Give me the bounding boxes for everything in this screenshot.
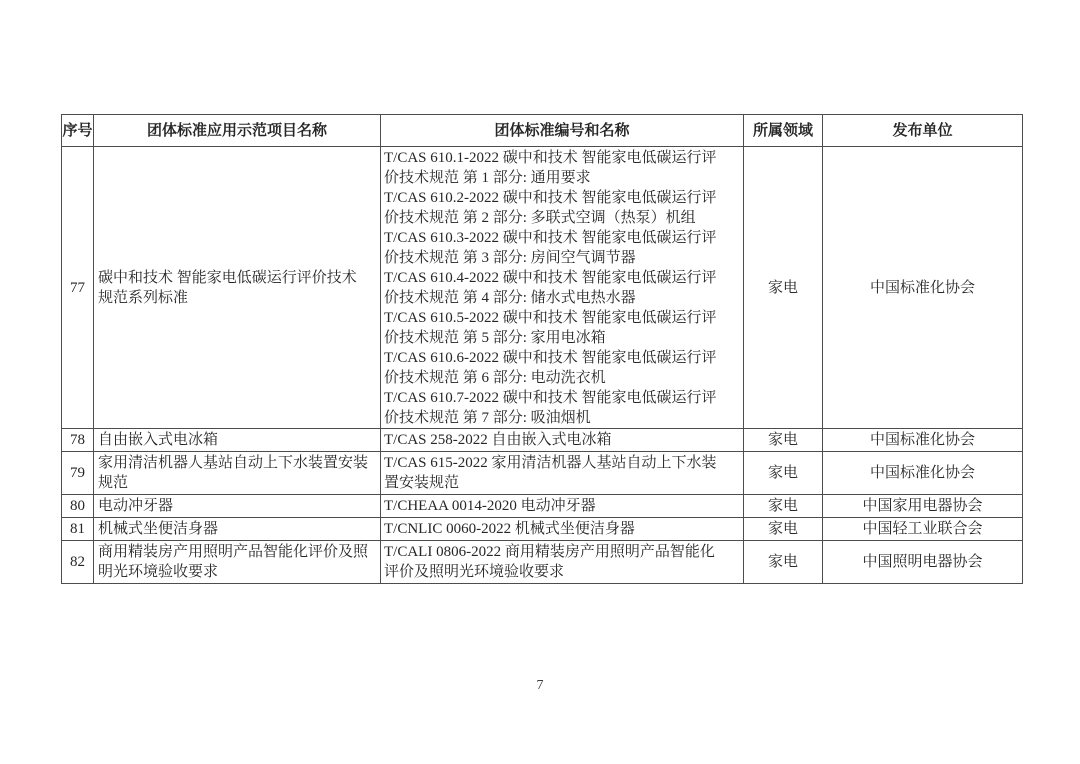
cell-standards <box>381 495 744 518</box>
cell-row-number: 82 <box>62 541 94 584</box>
standard-entry: T/CAS 610.5-2022 碳中和技术 智能家电低碳运行评价技术规范 第 5 部分: 家用电冰箱 <box>384 310 717 346</box>
cell-project-name: 电动冲牙器 <box>94 495 381 518</box>
table-row <box>62 147 1023 429</box>
cell-publisher: 中国标准化协会 <box>823 147 1023 429</box>
cell-publisher: 中国家用电器协会 <box>823 495 1023 518</box>
column-header-project-name: 团体标准应用示范项目名称 <box>94 115 381 147</box>
cell-publisher: 中国轻工业联合会 <box>823 518 1023 541</box>
standard-entry: T/CAS 610.2-2022 碳中和技术 智能家电低碳运行评价技术规范 第 2 部分: 多联式空调（热泵）机组 <box>384 190 717 226</box>
column-header-standard-number-name: 团体标准编号和名称 <box>381 115 744 147</box>
cell-project-name: 家用清洁机器人基站自动上下水装置安装规范 <box>94 452 381 495</box>
cell-standards <box>381 541 744 584</box>
table-row <box>62 452 1023 495</box>
cell-field: 家电 <box>744 452 823 495</box>
table-row <box>62 429 1023 452</box>
cell-publisher: 中国照明电器协会 <box>823 541 1023 584</box>
cell-row-number: 81 <box>62 518 94 541</box>
table-row <box>62 541 1023 584</box>
cell-row-number: 80 <box>62 495 94 518</box>
cell-row-number: 77 <box>62 147 94 429</box>
standard-entry: T/CNLIC 0060-2022 机械式坐便洁身器 <box>384 521 635 537</box>
standard-entry: T/CAS 615-2022 家用清洁机器人基站自动上下水装置安装规范 <box>384 455 717 491</box>
cell-publisher: 中国标准化协会 <box>823 452 1023 495</box>
cell-project-name: 机械式坐便洁身器 <box>94 518 381 541</box>
column-header-field: 所属领域 <box>744 115 823 147</box>
cell-standards <box>381 518 744 541</box>
cell-publisher: 中国标准化协会 <box>823 429 1023 452</box>
standards-table <box>61 114 1023 584</box>
cell-row-number: 79 <box>62 452 94 495</box>
standard-entry: T/CAS 610.4-2022 碳中和技术 智能家电低碳运行评价技术规范 第 4 部分: 储水式电热水器 <box>384 270 717 306</box>
cell-project-name: 碳中和技术 智能家电低碳运行评价技术规范系列标准 <box>94 147 381 429</box>
standard-entry: T/CAS 610.6-2022 碳中和技术 智能家电低碳运行评价技术规范 第 6 部分: 电动洗衣机 <box>384 350 717 386</box>
cell-field: 家电 <box>744 429 823 452</box>
standard-entry: T/CAS 610.1-2022 碳中和技术 智能家电低碳运行评价技术规范 第 1 部分: 通用要求 <box>384 150 717 186</box>
column-header-index: 序号 <box>62 115 94 147</box>
cell-field: 家电 <box>744 541 823 584</box>
table-row <box>62 495 1023 518</box>
page-number: 7 <box>536 678 544 693</box>
table-row <box>62 518 1023 541</box>
cell-standards <box>381 452 744 495</box>
standard-entry: T/CAS 610.3-2022 碳中和技术 智能家电低碳运行评价技术规范 第 3 部分: 房间空气调节器 <box>384 230 717 266</box>
cell-standards <box>381 147 744 429</box>
standard-entry: T/CAS 610.7-2022 碳中和技术 智能家电低碳运行评价技术规范 第 7 部分: 吸油烟机 <box>384 390 717 426</box>
cell-project-name: 商用精装房产用照明产品智能化评价及照明光环境验收要求 <box>94 541 381 584</box>
standard-entry: T/CAS 258-2022 自由嵌入式电冰箱 <box>384 432 612 448</box>
cell-field: 家电 <box>744 518 823 541</box>
cell-field: 家电 <box>744 147 823 429</box>
cell-standards <box>381 429 744 452</box>
table-header-row <box>62 115 1023 147</box>
cell-field: 家电 <box>744 495 823 518</box>
column-header-publisher: 发布单位 <box>823 115 1023 147</box>
standard-entry: T/CALI 0806-2022 商用精装房产用照明产品智能化评价及照明光环境验收要求 <box>384 544 715 580</box>
standard-entry: T/CHEAA 0014-2020 电动冲牙器 <box>384 498 596 514</box>
cell-project-name: 自由嵌入式电冰箱 <box>94 429 381 452</box>
cell-row-number: 78 <box>62 429 94 452</box>
